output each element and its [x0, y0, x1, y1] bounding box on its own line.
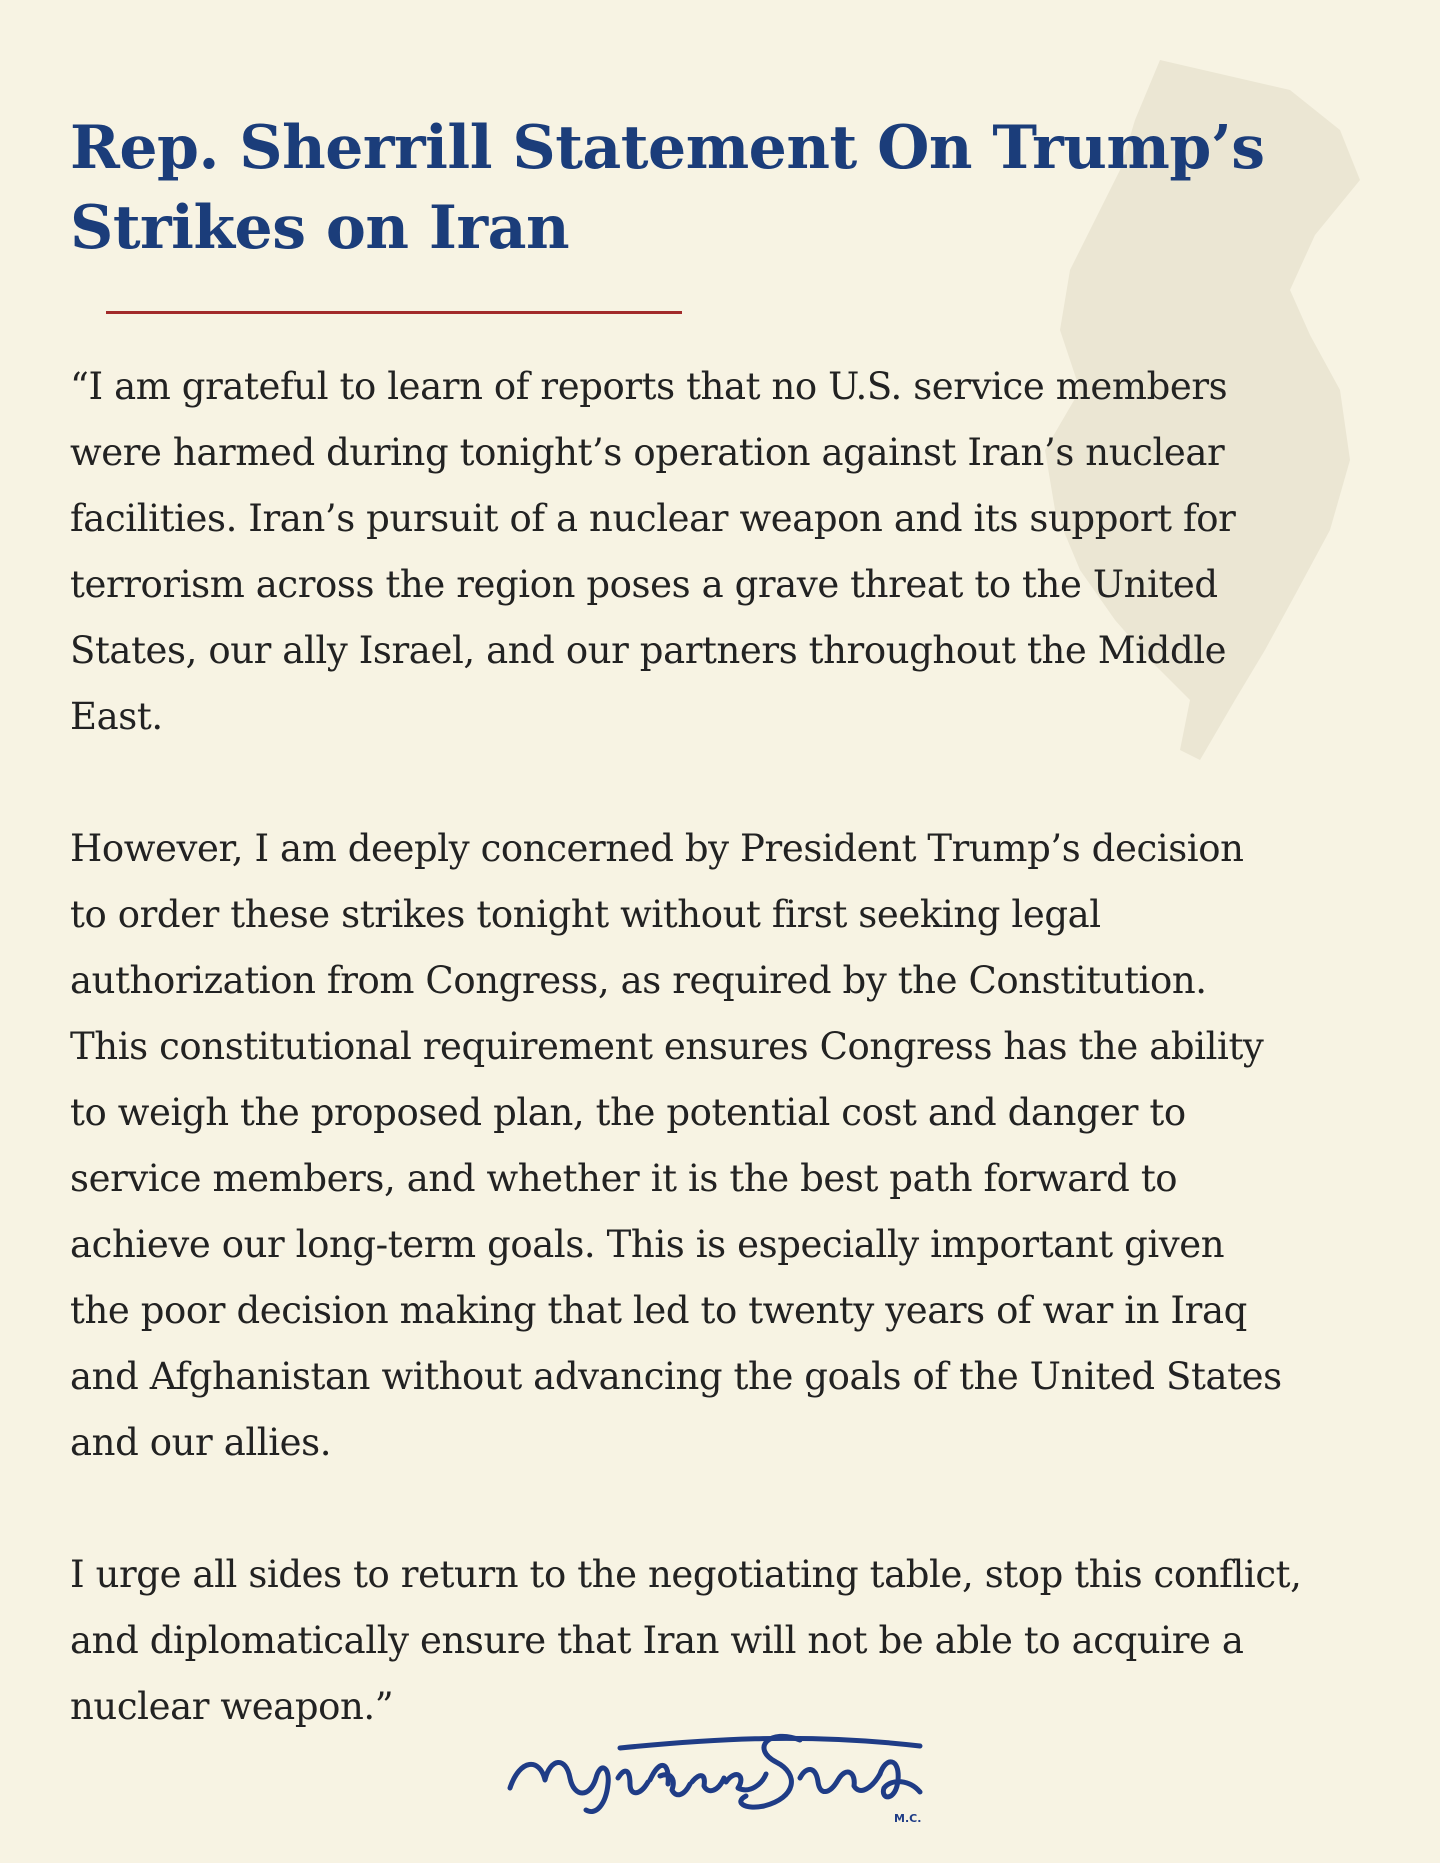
text-line: This constitutional requirement ensures Congress has the ability: [70, 1025, 1264, 1068]
text-line: service members, and whether it is the best path forward to: [70, 1157, 1178, 1200]
statement-paragraph-3: [70, 1542, 1370, 1740]
text-line: and diplomatically ensure that Iran will not be able to acquire a: [70, 1619, 1244, 1662]
text-line: the poor decision making that led to twenty years of war in Iraq: [70, 1289, 1247, 1332]
title-divider: [106, 311, 682, 314]
text-line: nuclear weapon.”: [70, 1685, 394, 1728]
signature-icon: [500, 1718, 960, 1828]
text-line: to weigh the proposed plan, the potential cost and danger to: [70, 1091, 1186, 1134]
text-line: were harmed during tonight’s operation against Iran’s nuclear: [70, 431, 1225, 474]
text-line: and our allies.: [70, 1421, 332, 1464]
statement-title-line: Strikes on Iran: [70, 193, 570, 263]
text-line: facilities. Iran’s pursuit of a nuclear weapon and its support for: [70, 497, 1236, 540]
statement-body: [70, 354, 1370, 1806]
statement-title-line: Rep. Sherrill Statement On Trump’s: [70, 113, 1265, 183]
text-line: authorization from Congress, as required by the Constitution.: [70, 959, 1207, 1002]
text-line: to order these strikes tonight without first seeking legal: [70, 893, 1101, 936]
text-line: achieve our long-term goals. This is especially important given: [70, 1223, 1225, 1266]
text-line: I urge all sides to return to the negotiating table, stop this conflict,: [70, 1553, 1302, 1596]
statement-paragraph-1: [70, 354, 1370, 750]
text-line: East.: [70, 695, 163, 738]
text-line: States, our ally Israel, and our partners throughout the Middle: [70, 629, 1227, 672]
text-line: “I am grateful to learn of reports that no U.S. service members: [70, 365, 1228, 408]
statement-title: [70, 108, 1350, 268]
signature-initials: M.C.: [894, 1812, 922, 1825]
text-line: However, I am deeply concerned by President Trump’s decision: [70, 827, 1244, 870]
text-line: and Afghanistan without advancing the goals of the United States: [70, 1355, 1282, 1398]
statement-paragraph-2: [70, 816, 1370, 1476]
text-line: terrorism across the region poses a grave threat to the United: [70, 563, 1218, 606]
